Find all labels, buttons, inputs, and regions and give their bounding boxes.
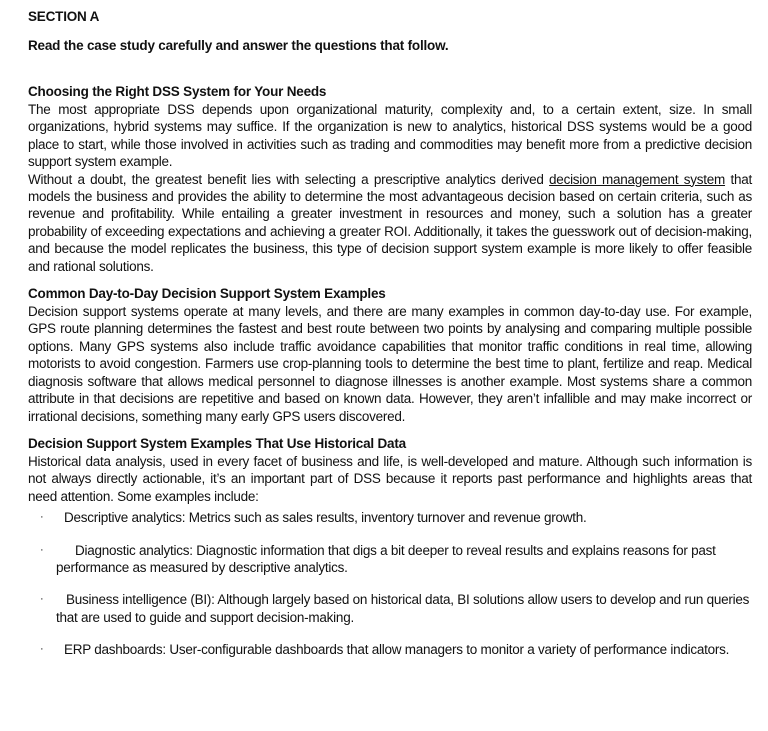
paragraph-appropriate-dss: The most appropriate DSS depends upon organizational maturity, complexity and, to a certain extent, size. In small organizations, hybrid systems may suffice. If the organization is new to analytics, historical DSS systems would be a good place to start, while those involved in activities such as trading and commodities may benefit more from a predictive decision support system example. [28,102,752,170]
instruction-text: Read the case study carefully and answer the questions that follow. [28,38,449,53]
bullet-glyph: · [40,543,44,556]
list-item-text: Descriptive analytics: Metrics such as sales results, inventory turnover and revenue growth. [64,510,587,526]
bullet-glyph: · [40,643,44,656]
list-item-text: Business intelligence (BI): Although largely based on historical data, BI solutions allow users to develop and run queries that are used to guide and support decision-making. [56,592,750,625]
list-item [28,509,752,526]
examples-list [28,509,752,658]
section-title: SECTION A [28,9,100,24]
list-item [28,641,752,658]
heading-day-to-day-examples: Common Day-to-Day Decision Support System Examples [28,286,386,302]
document-page [28,8,752,674]
paragraph-text-after-link: that models the business and provides the ability to determine the most advantageous decision based on certain criteria, such as revenue and profitability. While entailing a greater investment in resources and money, such a solution has a greater probability of exceeding expectations and achieving a greater ROI. Additionally, it takes the guesswork out of decision-making, and because the model replicates the business, this type of decision support system example is more likely to offer feasible and rational solutions. [28,171,752,274]
decision-management-system-link[interactable]: decision management system [549,171,726,187]
heading-historical-data: Decision Support System Examples That Use Historical Data [28,435,406,451]
list-item [28,591,752,626]
bullet-glyph: · [40,511,44,524]
bullet-glyph: · [40,593,44,606]
list-item-text: Diagnostic analytics: Diagnostic information that digs a bit deeper to reveal results and explains reasons for past performance as measured by descriptive analytics. [56,542,716,575]
paragraph-historical-data: Historical data analysis, used in every facet of business and life, is well-developed and mature. Although such information is not always directly actionable, it’s an important part of DSS because it reports past performance and highlights areas that need attention. Some examples include: [28,453,752,504]
list-item-text: ERP dashboards: User-configurable dashboards that allow managers to monitor a variety of performance indicators. [64,642,730,658]
paragraph-text-before-link: Without a doubt, the greatest benefit lies with selecting a prescriptive analytics derived [28,171,550,187]
heading-choosing-dss: Choosing the Right DSS System for Your Needs [28,84,327,99]
paragraph-day-to-day: Decision support systems operate at many levels, and there are many examples in common day-to-day use. For example, GPS route planning determines the fastest and best route between two points by analysing and comparing multiple possible options. Many GPS systems also include traffic avoidance capabilities that monitor traffic conditions in real time, allowing motorists to avoid congestion. Farmers use crop-planning tools to determine the best time to plant, fertilize and reap. Medical diagnosis software that allows medical personnel to diagnose illnesses is another example. Most systems share a common attribute in that decisions are repetitive and based on known data. However, they aren’t infallible and may make incorrect or irrational decisions, something many early GPS users discovered. [28,304,752,424]
paragraph-prescriptive-analytics [28,171,752,275]
list-item [28,542,752,577]
